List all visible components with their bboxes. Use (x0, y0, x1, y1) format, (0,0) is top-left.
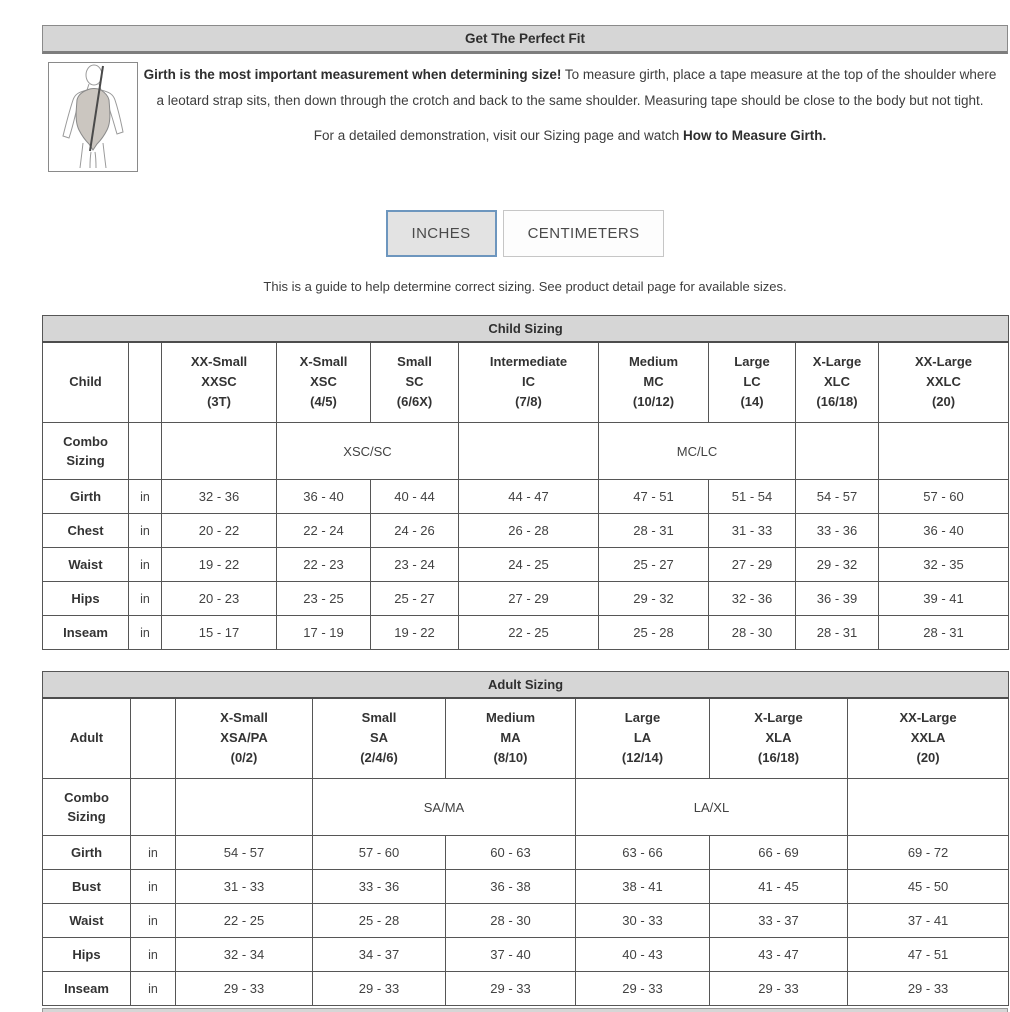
measurement-value: 31 - 33 (176, 870, 313, 904)
measurement-row (43, 904, 1009, 938)
measurement-value: 33 - 36 (796, 514, 879, 548)
measurement-value: 29 - 33 (710, 972, 848, 1006)
measurement-value: 47 - 51 (599, 480, 709, 514)
measurement-value: 28 - 31 (879, 616, 1009, 650)
measurement-value: 28 - 31 (796, 616, 879, 650)
size-column-header (176, 698, 313, 779)
measurement-label: Waist (43, 904, 131, 938)
measurement-value: 19 - 22 (162, 548, 277, 582)
adult-table (42, 671, 1009, 1006)
size-name: Large (624, 710, 661, 726)
measurement-row (43, 582, 1009, 616)
measurement-row (43, 514, 1009, 548)
measurement-value: 29 - 32 (599, 582, 709, 616)
measurement-value: 36 - 40 (277, 480, 371, 514)
measurement-label: Chest (43, 514, 129, 548)
size-column-header (459, 342, 599, 423)
adult-sizing-table-container (42, 671, 1008, 1006)
measurement-value: 28 - 30 (446, 904, 576, 938)
size-name: Small (361, 710, 397, 726)
girth-intro-section (42, 62, 1008, 143)
combo-cell: SA/MA (313, 779, 576, 836)
measurement-value: 40 - 43 (576, 938, 710, 972)
measurement-value: 22 - 25 (176, 904, 313, 938)
sizing-guide-note: This is a guide to help determine correct sizing. See product detail page for available sizes. (263, 279, 787, 294)
combo-unit-cell (131, 779, 176, 836)
measurement-value: 33 - 36 (313, 870, 446, 904)
size-code: XSC (310, 374, 337, 390)
unit-cell: in (129, 548, 162, 582)
measurement-value: 32 - 34 (176, 938, 313, 972)
size-code: LA (633, 730, 652, 746)
size-column-header (162, 342, 277, 423)
table-title: Child Sizing (43, 316, 1009, 342)
child-sizing-table-container (42, 315, 1008, 650)
combo-cell (459, 423, 599, 480)
combo-sizing-label: Combo Sizing (43, 423, 129, 480)
size-code: SC (405, 374, 424, 390)
size-name: Medium (485, 710, 536, 726)
unit-cell: in (131, 836, 176, 870)
unit-cell: in (129, 480, 162, 514)
measurement-value: 23 - 24 (371, 548, 459, 582)
measurement-value: 29 - 33 (313, 972, 446, 1006)
combo-cell (796, 423, 879, 480)
measurement-value: 22 - 25 (459, 616, 599, 650)
size-code: IC (522, 374, 535, 390)
centimeters-button[interactable]: CENTIMETERS (503, 210, 665, 257)
measurement-value: 37 - 41 (848, 904, 1009, 938)
measurement-value: 25 - 28 (313, 904, 446, 938)
size-name: XX-Large (914, 354, 973, 370)
measurement-label: Girth (43, 480, 129, 514)
measurement-value: 51 - 54 (709, 480, 796, 514)
measurement-label: Waist (43, 548, 129, 582)
size-code: MA (500, 730, 521, 746)
measurement-label: Bust (43, 870, 131, 904)
size-size: (4/5) (310, 394, 337, 410)
size-name: Intermediate (489, 354, 568, 370)
leotard-figure-icon (49, 63, 137, 171)
unit-cell: in (129, 616, 162, 650)
size-column-header (879, 342, 1009, 423)
size-column-header (371, 342, 459, 423)
measurement-value: 39 - 41 (879, 582, 1009, 616)
size-name: XX-Large (899, 710, 957, 726)
size-column-header (576, 698, 710, 779)
size-name: Small (397, 354, 432, 370)
combo-cell (848, 779, 1009, 836)
measurement-value: 45 - 50 (848, 870, 1009, 904)
girth-instructions-body: To measure girth, place a tape measure at the top of the shoulder where a leotard strap sits, then down through the crotch and back to the same shoulder. Measuring tape should be close to the body but not tight. (156, 67, 997, 108)
size-size: (2/4/6) (360, 750, 398, 766)
size-size: (8/10) (493, 750, 528, 766)
size-column-header (277, 342, 371, 423)
combo-cell: XSC/SC (277, 423, 459, 480)
size-name: Medium (628, 354, 679, 370)
unit-cell: in (129, 514, 162, 548)
measurement-row (43, 972, 1009, 1006)
measurement-value: 25 - 27 (599, 548, 709, 582)
size-size: (12/14) (621, 750, 664, 766)
measurement-value: 43 - 47 (710, 938, 848, 972)
measurement-value: 20 - 23 (162, 582, 277, 616)
size-size: (20) (931, 394, 956, 410)
measurement-value: 57 - 60 (313, 836, 446, 870)
table-title: Adult Sizing (43, 672, 1009, 698)
unit-header-cell (129, 342, 162, 423)
measurement-value: 29 - 33 (576, 972, 710, 1006)
size-name: X-Small (299, 354, 348, 370)
measurement-value: 28 - 31 (599, 514, 709, 548)
size-size: (16/18) (816, 394, 858, 410)
size-code: XSA/PA (220, 730, 268, 746)
measurement-value: 63 - 66 (576, 836, 710, 870)
measurement-row (43, 836, 1009, 870)
measurement-value: 66 - 69 (710, 836, 848, 870)
combo-cell: LA/XL (576, 779, 848, 836)
measurement-value: 57 - 60 (879, 480, 1009, 514)
unit-cell: in (131, 972, 176, 1006)
combo-cell: MC/LC (599, 423, 796, 480)
demo-note (42, 128, 1008, 143)
measurement-value: 25 - 27 (371, 582, 459, 616)
measurement-value: 15 - 17 (162, 616, 277, 650)
measurement-value: 29 - 33 (446, 972, 576, 1006)
size-code: XXLA (910, 730, 946, 746)
measurement-row (43, 480, 1009, 514)
measurement-value: 20 - 22 (162, 514, 277, 548)
measurement-value: 37 - 40 (446, 938, 576, 972)
size-code: SA (369, 730, 389, 746)
measurement-value: 47 - 51 (848, 938, 1009, 972)
size-code: XXLC (926, 374, 961, 390)
size-name: X-Small (220, 710, 268, 726)
size-chart-page (42, 0, 1008, 1012)
size-column-header (796, 342, 879, 423)
measurement-value: 41 - 45 (710, 870, 848, 904)
measurement-value: 38 - 41 (576, 870, 710, 904)
measurement-value: 19 - 22 (371, 616, 459, 650)
size-name: X-Large (754, 710, 803, 726)
measurement-value: 54 - 57 (176, 836, 313, 870)
measurement-row (43, 616, 1009, 650)
size-size: (10/12) (632, 394, 675, 410)
measurement-value: 32 - 36 (709, 582, 796, 616)
measurement-value: 32 - 35 (879, 548, 1009, 582)
measurement-value: 30 - 33 (576, 904, 710, 938)
measurement-value: 33 - 37 (710, 904, 848, 938)
measurement-row (43, 870, 1009, 904)
unit-cell: in (131, 904, 176, 938)
size-code: MC (643, 374, 664, 390)
girth-instructions (42, 62, 1008, 114)
measurement-label: Hips (43, 582, 129, 616)
combo-cell (176, 779, 313, 836)
measurement-value: 17 - 19 (277, 616, 371, 650)
size-size: (20) (916, 750, 940, 766)
measurement-value: 28 - 30 (709, 616, 796, 650)
measurement-value: 31 - 33 (709, 514, 796, 548)
measurement-value: 29 - 32 (796, 548, 879, 582)
measurement-value: 34 - 37 (313, 938, 446, 972)
size-size: (0/2) (230, 750, 258, 766)
size-name: X-Large (812, 354, 862, 370)
measurement-value: 32 - 36 (162, 480, 277, 514)
inches-button[interactable]: INCHES (386, 210, 497, 257)
size-size: (16/18) (757, 750, 800, 766)
measurement-value: 22 - 23 (277, 548, 371, 582)
girth-measurement-illustration (48, 62, 138, 172)
size-code: XLC (824, 374, 850, 390)
measurement-value: 22 - 24 (277, 514, 371, 548)
measurement-label: Girth (43, 836, 131, 870)
measurement-value: 29 - 33 (848, 972, 1009, 1006)
measurement-value: 36 - 40 (879, 514, 1009, 548)
measurement-value: 24 - 25 (459, 548, 599, 582)
unit-cell: in (131, 938, 176, 972)
measurement-row (43, 938, 1009, 972)
combo-unit-cell (129, 423, 162, 480)
size-size: (7/8) (515, 394, 542, 410)
measurement-value: 27 - 29 (709, 548, 796, 582)
size-column-header (599, 342, 709, 423)
demo-note-text: For a detailed demonstration, visit our Sizing page and watch (313, 128, 683, 143)
demo-note-bold: How to Measure Girth. (682, 128, 827, 143)
combo-sizing-label: Combo Sizing (43, 779, 131, 836)
measurement-value: 26 - 28 (459, 514, 599, 548)
unit-cell: in (129, 582, 162, 616)
child-table (42, 315, 1009, 650)
measurement-value: 25 - 28 (599, 616, 709, 650)
unit-cell: in (131, 870, 176, 904)
size-code: XLA (765, 730, 792, 746)
next-section-edge (42, 1008, 1008, 1012)
measurement-label: Inseam (43, 616, 129, 650)
measurement-value: 24 - 26 (371, 514, 459, 548)
measurement-value: 36 - 39 (796, 582, 879, 616)
page-title: Get The Perfect Fit (42, 25, 1008, 54)
measurement-value: 29 - 33 (176, 972, 313, 1006)
measurement-label: Inseam (43, 972, 131, 1006)
measurement-value: 44 - 47 (459, 480, 599, 514)
measurement-label: Hips (43, 938, 131, 972)
size-size: (6/6X) (396, 394, 433, 410)
table-group-label: Adult (43, 698, 131, 779)
size-size: (14) (740, 394, 764, 410)
measurement-value: 60 - 63 (446, 836, 576, 870)
unit-toggle (42, 172, 1008, 257)
size-code: LC (743, 374, 761, 390)
measurement-value: 36 - 38 (446, 870, 576, 904)
measurement-row (43, 548, 1009, 582)
combo-cell (879, 423, 1009, 480)
measurement-value: 23 - 25 (277, 582, 371, 616)
size-column-header (446, 698, 576, 779)
measurement-value: 69 - 72 (848, 836, 1009, 870)
size-code: XXSC (201, 374, 237, 390)
unit-header-cell (131, 698, 176, 779)
size-name: Large (734, 354, 770, 370)
size-column-header (848, 698, 1009, 779)
girth-instructions-emphasis: Girth is the most important measurement when determining size! (143, 67, 562, 82)
table-group-label: Child (43, 342, 129, 423)
size-size: (3T) (207, 394, 231, 410)
size-column-header (313, 698, 446, 779)
measurement-value: 27 - 29 (459, 582, 599, 616)
measurement-value: 40 - 44 (371, 480, 459, 514)
size-column-header (710, 698, 848, 779)
combo-cell (162, 423, 277, 480)
measurement-value: 54 - 57 (796, 480, 879, 514)
size-name: XX-Small (190, 354, 248, 370)
size-column-header (709, 342, 796, 423)
